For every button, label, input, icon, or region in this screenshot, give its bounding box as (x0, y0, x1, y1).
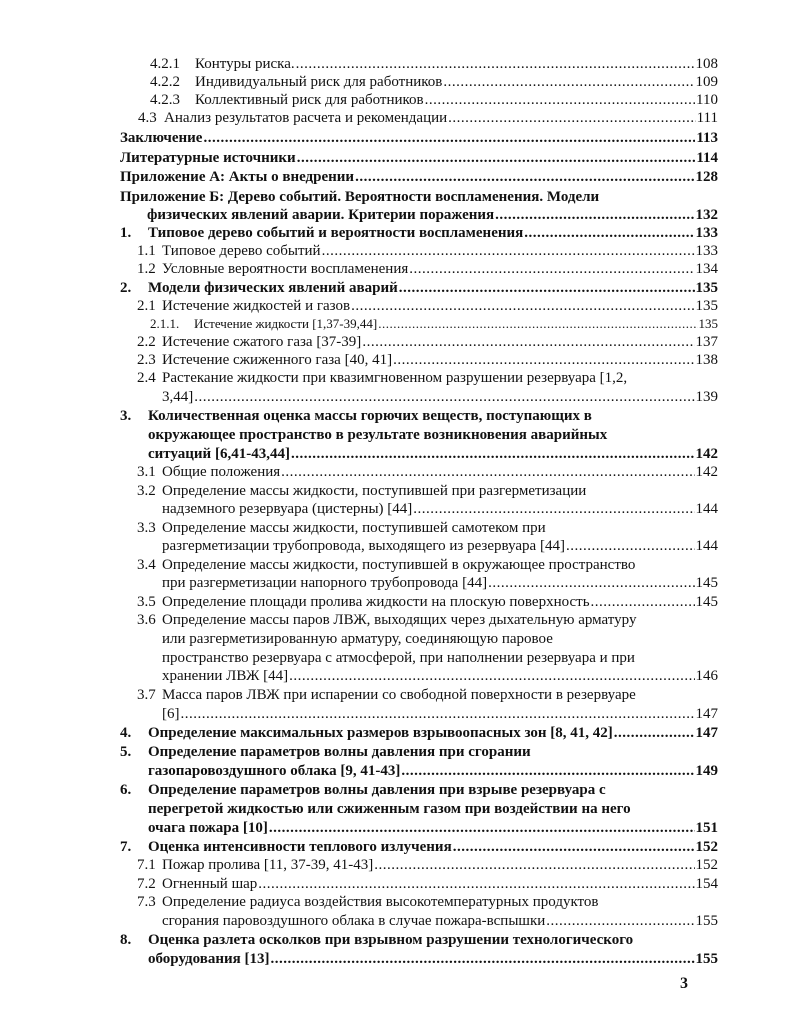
toc-entry[interactable] (120, 279, 718, 297)
entry-title: Анализ результатов расчета и рекомендации (164, 110, 448, 126)
entry-title: Заключение (120, 130, 203, 146)
entry-title-line-text: Определение радиуса воздействия высокотемпературных продуктов (162, 894, 599, 910)
entry-title-line (137, 482, 586, 500)
entry-title-line-text: Определение массы жидкости, поступившей самотеком при (162, 520, 546, 536)
leader-dots (566, 537, 695, 555)
entry-number: 5. (120, 744, 132, 760)
entry-title: Приложение А: Акты о внедрении (120, 169, 355, 185)
entry-number: 3.6 (137, 612, 156, 628)
entry-title: физических явлений аварии. Критерии поражения (147, 207, 495, 223)
entry-page: 142 (695, 446, 718, 462)
entry-title-line-text: Количественная оценка массы горючих веществ, поступающих в (148, 408, 592, 424)
entry-page: 152 (695, 857, 718, 873)
entry-page: 147 (695, 725, 718, 741)
entry-title-line: перегретой жидкостью или сжиженным газом при воздействии на него (148, 801, 631, 817)
entry-page: 149 (695, 763, 718, 779)
entry-number: 2.1.1. (150, 316, 180, 331)
entry-title: Определение площади пролива жидкости на плоскую поверхность (162, 594, 590, 610)
leader-dots (546, 912, 694, 930)
entry-number: 3. (120, 408, 132, 424)
leader-dots (289, 667, 694, 685)
entry-number: 2.1 (137, 298, 156, 314)
toc-entry[interactable] (148, 950, 718, 968)
toc-entry[interactable] (137, 260, 718, 278)
entry-title: очага пожара [10] (148, 820, 268, 836)
entry-title-line: Приложение Б: Дерево событий. Вероятности воспламенения. Модели (120, 189, 600, 205)
leader-dots (203, 129, 695, 147)
entry-number: 3.7 (137, 687, 156, 703)
entry-title: Определение максимальных размеров взрывоопасных зон [8, 41, 42] (148, 725, 613, 741)
entry-number: 4.2.3 (150, 92, 180, 108)
entry-page: 135 (695, 280, 718, 296)
toc-entry[interactable] (148, 762, 718, 780)
toc-entry[interactable] (120, 149, 718, 167)
toc-entry[interactable] (120, 129, 718, 147)
entry-page: 138 (695, 352, 718, 368)
toc-entry[interactable] (147, 206, 718, 224)
entry-title: Коллективный риск для работников (195, 92, 424, 108)
entry-title: при разгерметизации напорного трубопровода [44] (162, 575, 488, 591)
entry-page: 135 (695, 298, 718, 314)
leader-dots (524, 224, 694, 242)
leader-dots (495, 206, 694, 224)
entry-page: 155 (695, 913, 718, 929)
entry-page: 128 (695, 169, 718, 185)
entry-title: ситуаций [6,41-43,44] (148, 446, 290, 462)
entry-number: 7.2 (137, 876, 156, 892)
leader-dots (453, 838, 695, 856)
toc-entry[interactable] (137, 351, 718, 369)
leader-dots (351, 297, 694, 315)
toc-entry[interactable] (120, 168, 718, 186)
entry-title-line (120, 781, 606, 799)
entry-number: 4.2.1 (150, 56, 180, 72)
toc-entry[interactable] (137, 242, 718, 260)
entry-title-line: или разгерметизированную арматуру, соединяющую паровое (162, 631, 553, 647)
leader-dots (591, 593, 695, 611)
entry-title-line (120, 743, 531, 761)
entry-title-line-text: Определение массы жидкости, поступившей в окружающее пространство (162, 557, 636, 573)
entry-title: Типовое дерево событий и вероятности воспламенения (148, 225, 524, 241)
entry-title-line (137, 369, 627, 387)
leader-dots (448, 109, 695, 127)
toc-entry[interactable] (120, 724, 718, 742)
leader-dots (296, 55, 695, 73)
leader-dots (374, 856, 694, 874)
leader-dots (488, 574, 694, 592)
entry-number: 2.3 (137, 352, 156, 368)
leader-dots (194, 388, 694, 406)
entry-number: 7. (120, 839, 132, 855)
entry-title-line: пространство резервуара с атмосферой, при наполнении резервуара и при (162, 650, 635, 666)
entry-page: 145 (695, 594, 718, 610)
entry-number: 3.5 (137, 594, 156, 610)
entry-page: 109 (695, 74, 718, 90)
leader-dots (322, 242, 695, 260)
entry-title: 3,44] (162, 389, 194, 405)
leader-dots (378, 315, 697, 333)
toc-entry[interactable] (148, 445, 718, 463)
entry-title: Условные вероятности воспламенения (162, 261, 409, 277)
leader-dots (270, 950, 694, 968)
entry-number: 1.2 (137, 261, 156, 277)
entry-page: 132 (695, 207, 718, 223)
entry-title-line: окружающее пространство в результате возникновения аварийных (148, 427, 608, 443)
toc-entry[interactable] (137, 333, 718, 351)
leader-dots (281, 463, 694, 481)
toc-entry[interactable] (162, 705, 718, 723)
entry-title-line (137, 686, 636, 704)
leader-dots (355, 168, 694, 186)
entry-title: Контуры риска. (195, 56, 295, 72)
entry-title-line (137, 556, 635, 574)
entry-title-line-text: Масса паров ЛВЖ при испарении со свободной поверхности в резервуаре (162, 687, 636, 703)
entry-page: 114 (696, 150, 718, 166)
entry-title: Истечение жидкостей и газов (162, 298, 351, 314)
entry-page: 144 (695, 501, 718, 517)
entry-title-line-text: Определение массы жидкости, поступившей при разгерметизации (162, 483, 587, 499)
entry-page: 154 (695, 876, 718, 892)
entry-number: 7.3 (137, 894, 156, 910)
leader-dots (409, 260, 694, 278)
entry-title: Оценка интенсивности теплового излучения (148, 839, 452, 855)
entry-title: оборудования [13] (148, 951, 270, 967)
toc-entry[interactable] (137, 593, 718, 611)
entry-title: Пожар пролива [11, 37-39, 41-43] (162, 857, 374, 873)
toc-entry[interactable] (137, 463, 718, 481)
entry-page: 133 (695, 243, 718, 259)
entry-number: 2. (120, 280, 132, 296)
entry-page: 134 (695, 261, 718, 277)
entry-title-line-text: Определение параметров волны давления при взрыве резервуара с (148, 782, 606, 798)
entry-title: Истечение жидкости [1,37-39,44] (194, 316, 378, 331)
entry-title: Литературные источники (120, 150, 296, 166)
entry-title: [6] (162, 706, 180, 722)
entry-number: 1. (120, 225, 132, 241)
toc-entry[interactable] (162, 574, 718, 592)
entry-page: 110 (696, 92, 718, 108)
entry-number: 4.2.2 (150, 74, 180, 90)
toc-entry[interactable] (137, 856, 718, 874)
leader-dots (291, 445, 695, 463)
leader-dots (297, 149, 696, 167)
entry-title: надземного резервуара (цистерны) [44] (162, 501, 413, 517)
leader-dots (258, 875, 694, 893)
entry-number: 1.1 (137, 243, 156, 259)
toc-entry[interactable] (162, 537, 718, 555)
entry-page: 152 (695, 839, 718, 855)
toc-entry[interactable] (148, 819, 718, 837)
entry-page: 133 (695, 225, 718, 241)
leader-dots (399, 279, 695, 297)
toc-entry[interactable] (162, 388, 718, 406)
leader-dots (443, 73, 694, 91)
entry-number: 3.4 (137, 557, 156, 573)
entry-title: Истечение сжатого газа [37-39] (162, 334, 362, 350)
toc-entry[interactable] (150, 91, 718, 109)
entry-page: 137 (695, 334, 718, 350)
entry-title-line-text: Оценка разлета осколков при взрывном разрушении технологического (148, 932, 634, 948)
entry-page: 113 (696, 130, 718, 146)
entry-title: разгерметизации трубопровода, выходящего из резервуара [44] (162, 538, 565, 554)
entry-number: 3.2 (137, 483, 156, 499)
entry-number: 3.1 (137, 464, 156, 480)
toc-entry[interactable] (138, 109, 718, 127)
entry-page: 139 (695, 389, 718, 405)
toc-entry[interactable] (120, 838, 718, 856)
entry-title: Огненный шар (162, 876, 258, 892)
entry-number: 7.1 (137, 857, 156, 873)
leader-dots (425, 91, 695, 109)
entry-number: 3.3 (137, 520, 156, 536)
entry-number: 2.2 (137, 334, 156, 350)
entry-title: Истечение сжиженного газа [40, 41] (162, 352, 393, 368)
entry-page: 135 (698, 316, 718, 331)
leader-dots (614, 724, 695, 742)
toc-entry[interactable] (137, 875, 718, 893)
entry-title: Модели физических явлений аварий (148, 280, 398, 296)
entry-number: 8. (120, 932, 132, 948)
leader-dots (269, 819, 695, 837)
entry-title-line (137, 519, 546, 537)
entry-page: 144 (695, 538, 718, 554)
entry-title-line-text: Определение массы паров ЛВЖ, выходящих через дыхательную арматуру (162, 612, 637, 628)
entry-title-line-text: Растекание жидкости при квазимгновенном разрушении резервуара [1,2, (162, 370, 628, 386)
entry-page: 145 (695, 575, 718, 591)
leader-dots (362, 333, 694, 351)
toc-entry[interactable] (162, 500, 718, 518)
entry-page: 108 (695, 56, 718, 72)
entry-page: 142 (695, 464, 718, 480)
entry-title: сгорания паровоздушного облака в случае пожара-вспышки (162, 913, 546, 929)
entry-title: Типовое дерево событий (162, 243, 321, 259)
entry-page: 146 (695, 668, 718, 684)
toc-entry[interactable] (137, 297, 718, 315)
entry-title: Индивидуальный риск для работников (195, 74, 443, 90)
leader-dots (401, 762, 694, 780)
page-number: 3 (680, 975, 688, 992)
toc-entry[interactable] (162, 912, 718, 930)
toc-entry[interactable] (150, 73, 718, 91)
toc-entry[interactable] (120, 224, 718, 242)
entry-page: 111 (696, 110, 718, 126)
entry-title-line (137, 611, 636, 629)
entry-title-line (120, 407, 592, 425)
entry-number: 4. (120, 725, 132, 741)
entry-page: 147 (695, 706, 718, 722)
entry-title: газопаровоздушного облака [9, 41-43] (148, 763, 401, 779)
leader-dots (181, 705, 695, 723)
entry-title-line (120, 931, 633, 949)
entry-title: Общие положения (162, 464, 281, 480)
leader-dots (413, 500, 694, 518)
entry-title-line-text: Определение параметров волны давления при сгорании (148, 744, 531, 760)
entry-number: 4.3 (138, 110, 157, 126)
entry-title-line (137, 893, 598, 911)
entry-number: 2.4 (137, 370, 156, 386)
toc-entry[interactable] (150, 315, 718, 333)
toc-entry[interactable] (162, 667, 718, 685)
toc-entry[interactable] (150, 55, 718, 73)
leader-dots (393, 351, 694, 369)
entry-title: хранении ЛВЖ [44] (162, 668, 289, 684)
entry-page: 155 (695, 951, 718, 967)
entry-page: 151 (695, 820, 718, 836)
entry-number: 6. (120, 782, 132, 798)
